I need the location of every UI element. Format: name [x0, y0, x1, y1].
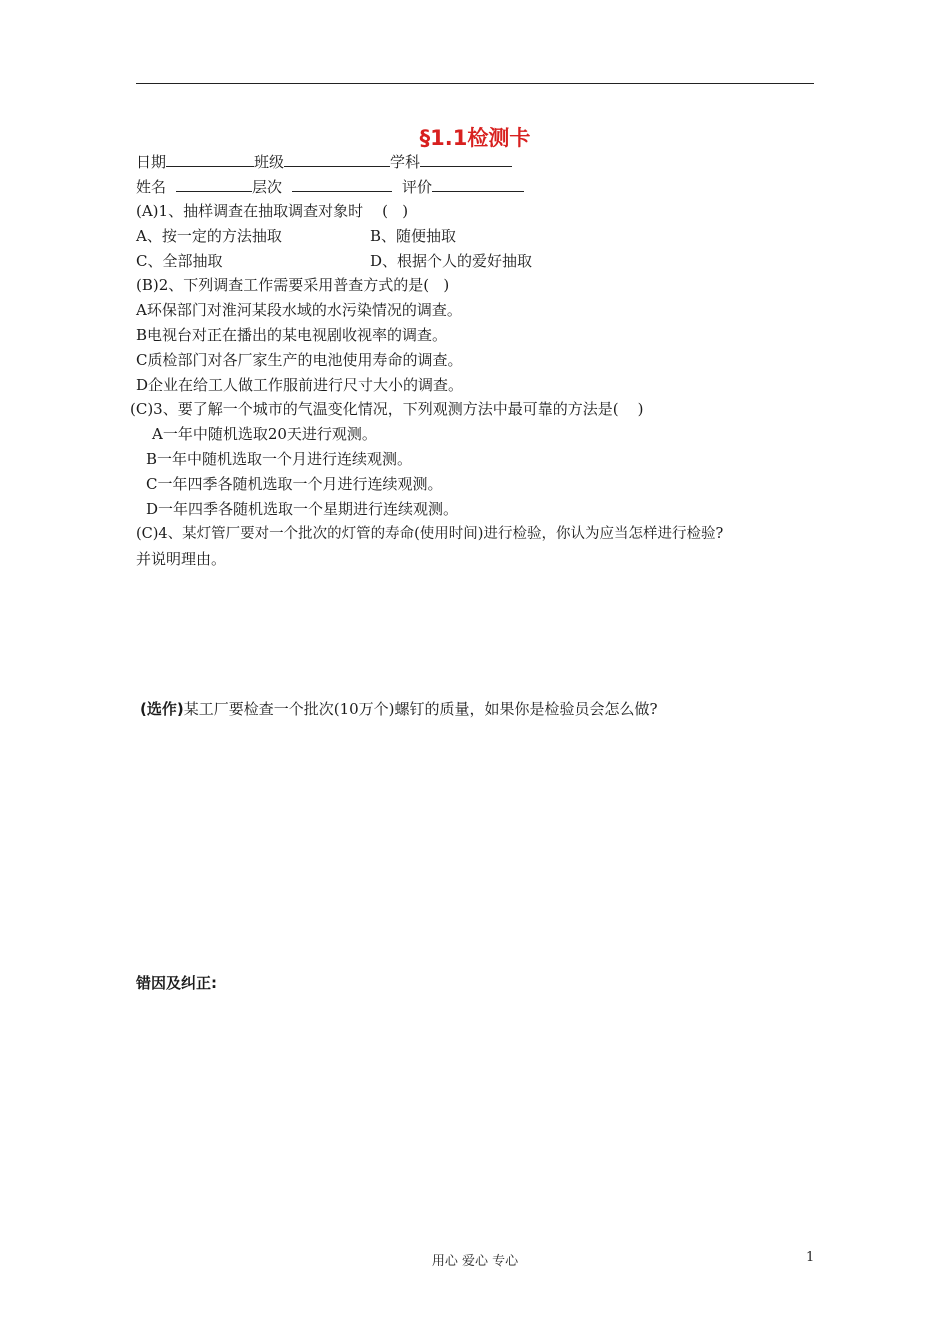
- q4-line-2: 并说明理由。: [136, 550, 227, 568]
- level-blank[interactable]: [292, 177, 392, 192]
- correction-label: 错因及纠正:: [136, 974, 217, 992]
- date-blank[interactable]: [166, 152, 254, 167]
- q1-option-b: B、随便抽取: [370, 227, 457, 245]
- header-rule: [136, 83, 814, 84]
- q2-stem: (B)2、下列调查工作需要采用普查方式的是( ): [136, 276, 450, 294]
- subject-label: 学科: [390, 153, 421, 171]
- eval-blank[interactable]: [432, 177, 524, 192]
- q2-option-a: A环保部门对淮河某段水域的水污染情况的调查。: [136, 301, 462, 319]
- q3-stem: (C)3、要了解一个城市的气温变化情况，下列观测方法中最可靠的方法是( ): [130, 400, 644, 418]
- q1-option-a: A、按一定的方法抽取: [136, 227, 282, 245]
- page-number: 1: [806, 1250, 815, 1265]
- date-label: 日期: [136, 153, 167, 171]
- q2-option-c: C质检部门对各厂家生产的电池使用寿命的调查。: [136, 351, 463, 369]
- q2-option-b: B电视台对正在播出的某电视剧收视率的调查。: [136, 326, 448, 344]
- q1-option-d: D、根据个人的爱好抽取: [370, 252, 533, 270]
- info-row-2: [136, 177, 524, 197]
- level-label: 层次: [252, 178, 283, 196]
- eval-label: 评价: [402, 178, 433, 196]
- q4-line-1: (C)4、某灯管厂要对一个批次的灯管的寿命(使用时间)进行检验，你认为应当怎样进行检验?: [136, 526, 724, 542]
- q3-option-d: D一年四季各随机选取一个星期进行连续观测。: [146, 500, 459, 518]
- q3-option-c: C一年四季各随机选取一个月进行连续观测。: [146, 475, 443, 493]
- class-blank[interactable]: [284, 152, 390, 167]
- name-label: 姓名: [136, 178, 167, 196]
- subject-blank[interactable]: [420, 152, 512, 167]
- optional-question: [140, 699, 658, 719]
- page-title: §1.1检测卡: [419, 126, 531, 150]
- q3-option-a: A一年中随机选取20天进行观测。: [152, 425, 377, 443]
- info-row-1: [136, 152, 512, 172]
- footer-motto: 用心 爱心 专心: [431, 1254, 519, 1269]
- optional-label: (选作): [140, 700, 184, 718]
- q3-option-b: B一年中随机选取一个月进行连续观测。: [146, 450, 413, 468]
- name-blank[interactable]: [176, 177, 252, 192]
- q1-option-c: C、全部抽取: [136, 252, 223, 270]
- optional-text: 某工厂要检查一个批次(10万个)螺钉的质量，如果你是检验员会怎么做?: [183, 700, 658, 718]
- q2-option-d: D企业在给工人做工作服前进行尺寸大小的调查。: [136, 376, 464, 394]
- class-label: 班级: [254, 153, 285, 171]
- q1-stem: (A)1、抽样调查在抽取调查对象时 ( ): [136, 202, 409, 220]
